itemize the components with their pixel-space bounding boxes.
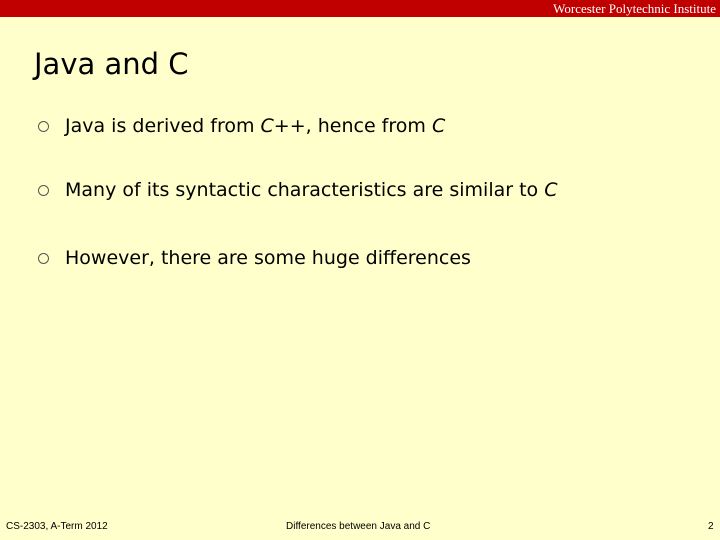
bullet-text-italic: C <box>544 179 558 201</box>
bullet-text <box>65 177 558 203</box>
footer-course: CS-2303, A-Term 2012 <box>6 521 108 532</box>
bullet-text-run: , hence from <box>305 115 432 137</box>
bullet-icon <box>38 121 49 132</box>
bullet-text-run: Many of its syntactic characteristics are similar to <box>65 179 545 201</box>
footer-topic: Differences between Java and C <box>286 521 431 532</box>
bullet-icon <box>38 253 49 264</box>
slide-title: Java and C <box>34 47 189 81</box>
bullet-icon <box>38 185 49 196</box>
footer-page-number: 2 <box>708 521 714 532</box>
bullet-text-italic: C++ <box>260 115 306 137</box>
institution-name: Worcester Polytechnic Institute <box>553 1 716 16</box>
bullet-text-run: However, there are some huge differences <box>65 247 471 269</box>
bullet-text-italic: C <box>431 115 446 137</box>
header-bar <box>0 0 720 17</box>
bullet-text <box>65 245 471 271</box>
bullet-text <box>65 113 445 139</box>
bullet-text-run: Java is derived from <box>65 115 261 137</box>
